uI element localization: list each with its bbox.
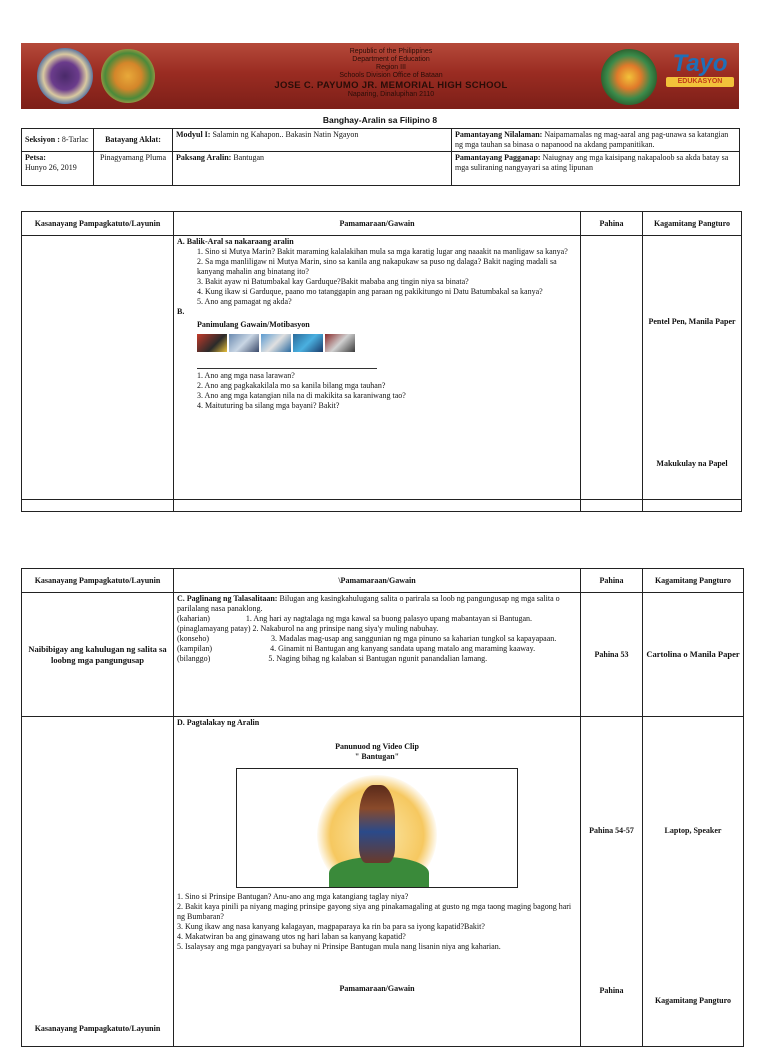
batayang-value: Pinagyamang Pluma bbox=[94, 152, 173, 186]
vocab-word-4: (kampilan) bbox=[177, 644, 213, 653]
hero-picture-4 bbox=[293, 334, 323, 352]
vocab-word-3: (konseho) bbox=[177, 634, 209, 643]
activity-cell-c bbox=[174, 593, 581, 717]
empty-cell-3 bbox=[581, 500, 643, 512]
repeat-header-kagamitang: Kagamitang Pangturo bbox=[654, 996, 732, 1005]
pahina-cell-c: Pahina 53 bbox=[581, 593, 643, 717]
motivation-pictures bbox=[177, 334, 577, 352]
header-kagamitang: Kagamitang Pangturo bbox=[643, 212, 742, 236]
empty-cell-1 bbox=[22, 500, 174, 512]
petsa-cell bbox=[22, 152, 94, 186]
header2-kasanayang: Kasanayang Pampagkatuto/Layunin bbox=[22, 569, 174, 593]
banner-line-2: Department of Education bbox=[352, 56, 430, 63]
header2-pamamaraan: \Pamamaraan/Gawain bbox=[174, 569, 581, 593]
activity-cell-ab bbox=[174, 236, 581, 500]
section-d-heading: D. Pagtalakay ng Aralin bbox=[177, 718, 260, 727]
lesson-table-1 bbox=[21, 211, 742, 512]
header2-pahina: Pahina bbox=[581, 569, 643, 593]
vocab-item-5 bbox=[177, 654, 577, 664]
material-cell-c: Cartolina o Manila Paper bbox=[643, 593, 744, 717]
vocab-word-5: (bilanggo) bbox=[177, 654, 211, 663]
objective-cell-c: Naibibigay ang kahulugan ng salita sa loobng mga pangungusap bbox=[22, 593, 174, 717]
batayang-label: Batayang Aklat: bbox=[94, 129, 173, 152]
header-pahina: Pahina bbox=[581, 212, 643, 236]
school-banner bbox=[21, 43, 739, 109]
material-cell-ab bbox=[643, 236, 742, 500]
modyul-value: Salamin ng Kahapon.. Bakasin Natin Ngayon bbox=[212, 130, 359, 139]
section-d-q3: 3. Kung ikaw ang nasa kanyang kalagayan, magpaparaya ka rin ba para sa iyong kapatid?Bakit? bbox=[177, 922, 485, 931]
section-b-q1: 1. Ano ang mga nasa larawan? bbox=[197, 371, 295, 380]
vocab-word-1: (kaharian) bbox=[177, 614, 210, 623]
banner-line-1: Republic of the Philippines bbox=[349, 48, 433, 55]
school-seal-icon bbox=[601, 49, 657, 105]
petsa-value: Hunyo 26, 2019 bbox=[25, 163, 77, 172]
video-title: Panunuod ng Video Clip bbox=[335, 742, 419, 751]
vocab-item-1 bbox=[177, 614, 577, 624]
vocab-sentence-1: 1. Ang hari ay nagtalaga ng mga kawal sa buong palasyo upang mabantayan si Bantugan. bbox=[245, 614, 533, 623]
seksiyon-value: 8-Tarlac bbox=[61, 135, 89, 144]
deped-seal-icon bbox=[37, 48, 93, 104]
bantugan-illustration bbox=[236, 768, 518, 888]
nilalaman-label: Pamantayang Nilalaman: bbox=[455, 130, 543, 139]
info-table bbox=[21, 128, 740, 186]
warrior-figure-icon bbox=[359, 785, 395, 863]
section-d-q5: 5. Isalaysay ang mga pangyayari sa buhay ni Prinsipe Bantugan mula nang lisanin niya ang kaharian. bbox=[177, 942, 501, 951]
hero-picture-5 bbox=[325, 334, 355, 352]
objective-cell-d: Kasanayang Pampagkatuto/Layunin bbox=[22, 717, 174, 1047]
material-cell-d bbox=[643, 717, 744, 1047]
pagganap-value: Naiugnay ang mga kaisipang nakapaloob sa akda batay sa mga suliraning nangyayari sa ating lipunan bbox=[455, 153, 729, 172]
empty-cell-2 bbox=[174, 500, 581, 512]
section-d-q4: 4. Makatwiran ba ang ginawang utos ng hari laban sa kanyang kapatid? bbox=[177, 932, 406, 941]
hero-picture-2 bbox=[229, 334, 259, 352]
pahina-cell-ab bbox=[581, 236, 643, 500]
activity-cell-d bbox=[174, 717, 581, 1047]
school-address: Naparing, Dinalupihan 2110 bbox=[347, 91, 435, 98]
seksiyon-cell bbox=[22, 129, 94, 152]
hero-picture-1 bbox=[197, 334, 227, 352]
modyul-label: Modyul I: bbox=[176, 130, 211, 139]
tayo-logo-text: Tayo bbox=[672, 50, 728, 77]
vocab-word-2: (pinaglamayang patay) bbox=[177, 624, 251, 633]
vocab-sentence-3: 3. Madalas mag-usap ang sanggunian ng mga pinuno sa kaharian tungkol sa kapayapaan. bbox=[271, 634, 557, 643]
pahina-d: Pahina 54-57 bbox=[589, 826, 634, 835]
vocab-item-3 bbox=[177, 634, 577, 644]
vocab-item-2 bbox=[177, 624, 577, 634]
objective-cell-a bbox=[22, 236, 174, 500]
section-c-heading: C. Paglinang ng Talasalitaan: bbox=[177, 594, 278, 603]
vocab-sentence-5: 5. Naging bihag ng kalaban si Bantugan ngunit panandalian lamang. bbox=[268, 654, 488, 663]
paksang-label: Paksang Aralin: bbox=[176, 153, 232, 162]
section-b-letter: B. bbox=[177, 307, 185, 316]
vocab-item-4 bbox=[177, 644, 577, 654]
repeat-header-pamamaraan: Pamamaraan/Gawain bbox=[339, 984, 415, 993]
vocab-sentence-2: 2. Nakaburol na ang prinsipe nang siya'y muling nabuhay. bbox=[252, 624, 439, 633]
section-a-q3: 3. Bakit ayaw ni Batumbakal kay Garduque?Bakit mababa ang tingin niya sa binata? bbox=[197, 277, 469, 286]
vocab-sentence-4: 4. Ginamit ni Bantugan ang kanyang sandata upang matalo ang maraming kaaway. bbox=[270, 644, 536, 653]
material-d: Laptop, Speaker bbox=[664, 826, 722, 835]
lesson-table-2 bbox=[21, 568, 744, 1047]
repeat-header-pahina: Pahina bbox=[599, 986, 624, 995]
banner-line-4: Schools Division Office of Bataan bbox=[339, 72, 443, 79]
hero-picture-3 bbox=[261, 334, 291, 352]
document-title: Banghay-Aralin sa Filipino 8 bbox=[322, 115, 438, 125]
section-b-heading: Panimulang Gawain/Motibasyon bbox=[197, 320, 310, 329]
header-pamamaraan: Pamamaraan/Gawain bbox=[174, 212, 581, 236]
section-b-q3: 3. Ano ang mga katangian nila na di makikita sa karaniwang tao? bbox=[197, 391, 406, 400]
section-a-q2: 2. Sa mga manliligaw ni Mutya Marin, sino sa kanila ang nakapukaw sa puso ng dalaga? Bakit naging madali sa kanyang mahalin ang binatang ito? bbox=[197, 257, 557, 276]
banner-text bbox=[251, 48, 531, 99]
tayo-logo bbox=[666, 51, 734, 101]
header-kasanayang: Kasanayang Pampagkatuto/Layunin bbox=[22, 212, 174, 236]
section-a-q1: 1. Sino si Mutya Marin? Bakit maraming kalalakihan mula sa mga karatig lugar ang naaakit na manligaw sa kanya? bbox=[197, 247, 568, 256]
video-name: " Bantugan" bbox=[354, 752, 400, 761]
petsa-label: Petsa: bbox=[25, 153, 46, 162]
nilalaman-value: Naipamamalas ng mag-aaral ang pag-unawa sa katangian ng mga tauhan sa binasa o napanood na akdang pampanitikan. bbox=[455, 130, 729, 149]
header2-kagamitang: Kagamitang Pangturo bbox=[643, 569, 744, 593]
banner-line-3: Region III bbox=[376, 64, 406, 71]
paksang-value: Bantugan bbox=[233, 153, 265, 162]
section-d-q1: 1. Sino si Prinsipe Bantugan? Anu-ano ang mga katangiang taglay niya? bbox=[177, 892, 409, 901]
pagganap-label: Pamantayang Pagganap: bbox=[455, 153, 541, 162]
pahina-cell-d bbox=[581, 717, 643, 1047]
section-b-q2: 2. Ano ang pagkakakilala mo sa kanila bilang mga tauhan? bbox=[197, 381, 386, 390]
section-a-q5: 5. Ano ang pamagat ng akda? bbox=[197, 297, 292, 306]
material-ab-1: Pentel Pen, Manila Paper bbox=[648, 317, 736, 326]
section-c-instruction: Bilugan ang kasingkahulugang salita o parirala sa loob ng pangungusap ng mga salita o parilalang nasa panaklong. bbox=[177, 594, 560, 613]
seksiyon-label: Seksiyon : bbox=[25, 135, 60, 144]
tayo-logo-sub: EDUKASYON bbox=[666, 77, 734, 87]
picture-divider bbox=[197, 368, 377, 369]
section-b-q4: 4. Maituturing ba silang mga bayani? Bakit? bbox=[197, 401, 340, 410]
section-d-q2: 2. Bakit kaya pinili pa niyang maging prinsipe gayong siya ang pinakamagaling at gusto ng mga taong maging bagong hari ng Bumbaran? bbox=[177, 902, 572, 921]
material-ab-2: Makukulay na Papel bbox=[656, 459, 728, 468]
empty-cell-4 bbox=[643, 500, 742, 512]
division-seal-icon bbox=[101, 49, 155, 103]
school-name: JOSE C. PAYUMO JR. MEMORIAL HIGH SCHOOL bbox=[274, 80, 508, 91]
section-a-q4: 4. Kung ikaw si Garduque, paano mo tatanggapin ang paraan ng pakikitungo ni Datu Batumbakal sa kanya? bbox=[197, 287, 543, 296]
section-a-heading: A. Balik-Aral sa nakaraang aralin bbox=[177, 237, 294, 246]
